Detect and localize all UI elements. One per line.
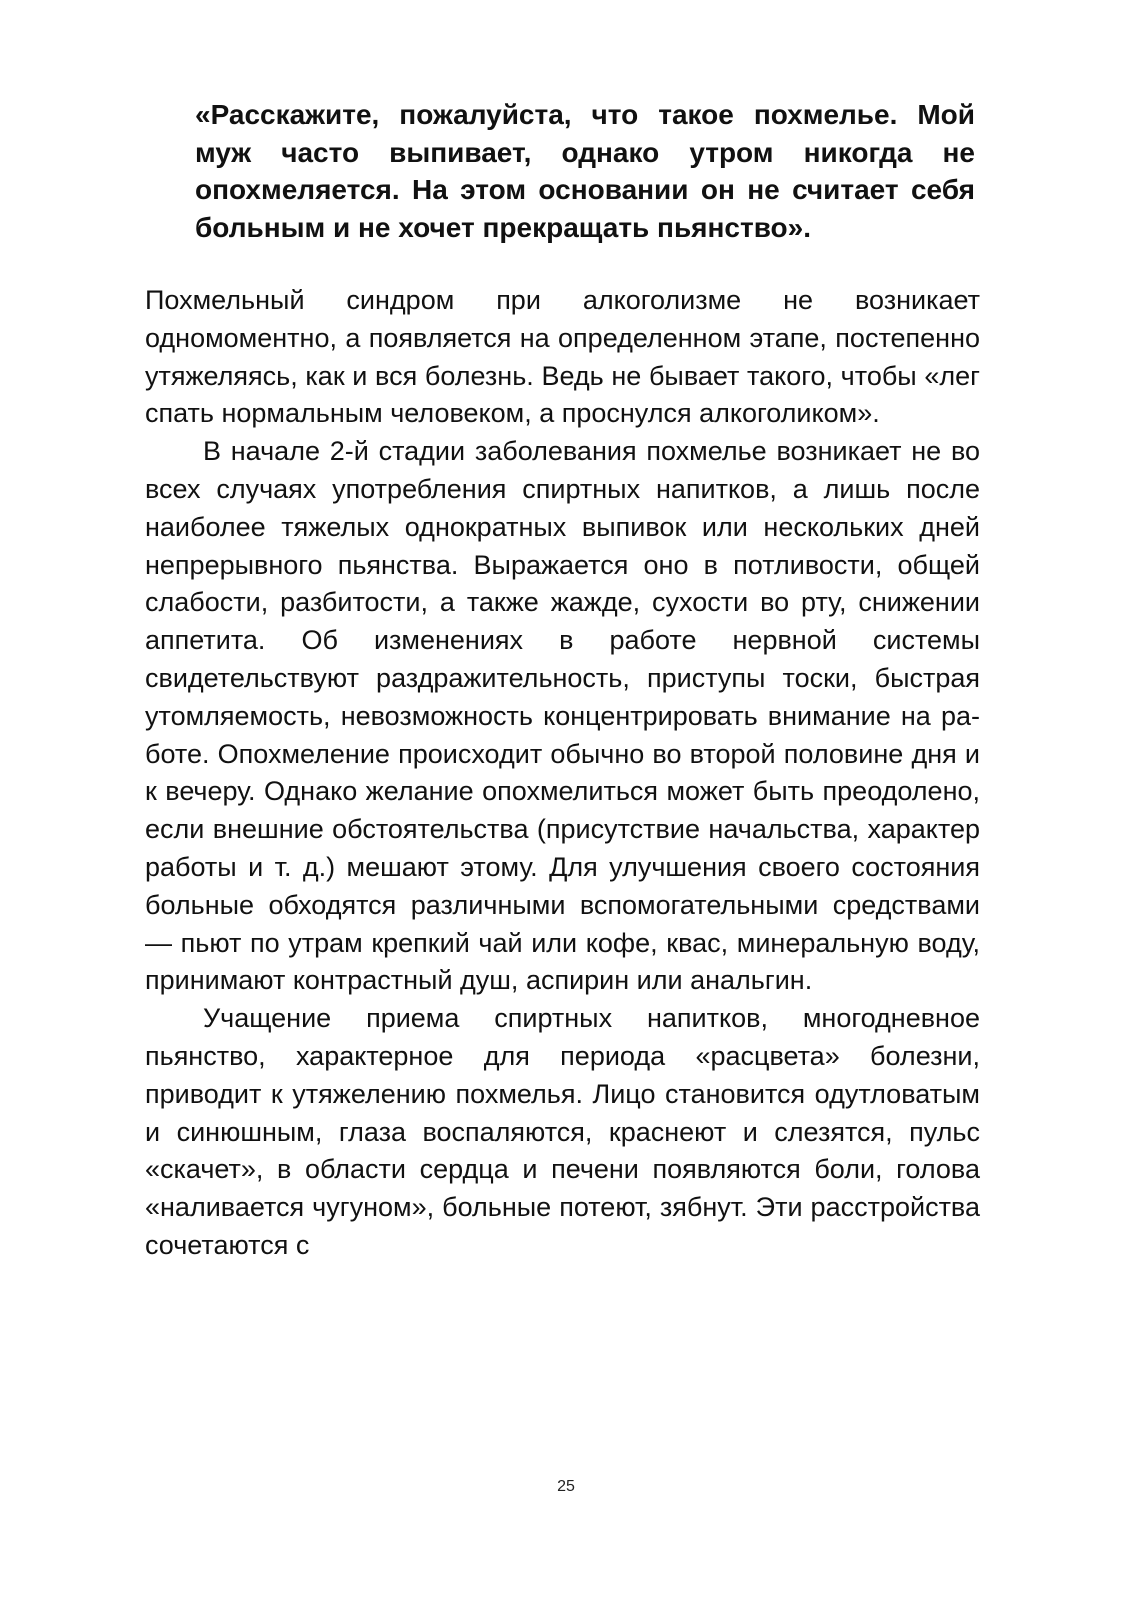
paragraph-3: Учащение приема спиртных напитков, многодневное пьянство, характерное для периода «расцвета» болезни, приводит к утяжелению похмелья. Лицо становится одутловатым и синюшным, глаза воспаляются, краснеют и слезятся, пульс «скачет», в области сердца и печени появляются боли, голова «наливается чугуном», больные потеют, зябнут. Эти расстройства сочетаются с [145,1003,980,1260]
reader-question: «Расскажите, пожалуйста, что такое похмелье. Мой муж часто выпивает, однако утром никогда не опохмеляется. На этом основании он не считает себя больным и не хочет прекращать пьянство». [195,99,975,243]
paragraph-1: Похмельный синдром при алкоголизме не возникает одномоментно, а появляется на определенном этапе, постепенно утяжеляясь, как и вся болезнь. Ведь не бывает такого, чтобы «лег спать нормальным человеком, а проснулся алкоголиком». [145,285,980,429]
page-number: 25 [557,1478,575,1495]
article-body [145,282,980,1265]
paragraph-2: В начале 2-й стадии заболевания похмелье возникает не во всех случаях употребления спиртных напитков, а лишь после наиболее тяжелых однократных выпивок или нескольких дней непрерывного пьянства. Выражается оно в потливости, общей слабости, разбитости, а также жажде, сухости во рту, снижении аппетита. Об изменениях в работе нервной системы свидетельствуют раздражительность, приступы тоски, быстрая утомляемость, невозможность концентрировать внимание на работе. Опохмеление происходит обычно во второй половине дня и к вечеру. Однако желание опохмелиться может быть преодолено, если внешние обстоятельства (присутствие начальства, характер работы и т. д.) мешают этому. Для улучшения своего состояния больные обходятся различными вспомогательными средствами — пьют по утрам крепкий чай или кофе, квас, минеральную воду, принимают контрастный душ, аспирин или анальгин. [145,436,980,996]
